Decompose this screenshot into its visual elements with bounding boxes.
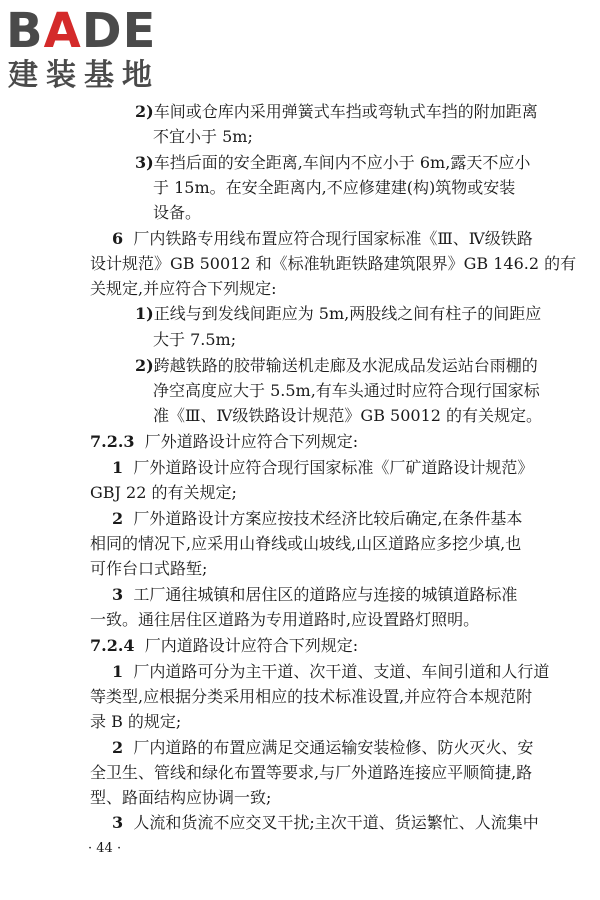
list-item: 3)车挡后面的安全距离,车间内不应小于 6m,露天不应小 [135, 153, 531, 172]
text-line: 准《Ⅲ、Ⅳ级铁路设计规范》GB 50012 的有关规定。 [153, 406, 543, 425]
text-line: 设备。 [153, 203, 202, 222]
text-line: 等类型,应根据分类采用相应的技术标准设置,并应符合本规范附 [90, 687, 533, 706]
list-item: 1)正线与到发线间距应为 5m,两股线之间有柱子的间距应 [135, 304, 542, 323]
text-line: 不宜小于 5m; [153, 127, 253, 146]
clause-item: 2 厂外道路设计方案应按技术经济比较后确定,在条件基本 [112, 509, 523, 528]
clause-item: 1 厂内道路可分为主干道、次干道、支道、车间引道和人行道 [112, 662, 550, 681]
clause-item: 6 厂内铁路专用线布置应符合现行国家标准《Ⅲ、Ⅳ级铁路 [112, 229, 533, 248]
clause-item: 1 厂外道路设计应符合现行国家标准《厂矿道路设计规范》 [112, 458, 534, 477]
text-line: 一致。通往居住区道路为专用道路时,应设置路灯照明。 [90, 610, 480, 629]
text-line: 相同的情况下,应采用山脊线或山坡线,山区道路应多挖少填,也 [90, 534, 522, 553]
text-line: 全卫生、管线和绿化布置等要求,与厂外道路连接应平顺简捷,路 [90, 763, 533, 782]
section-heading: 7.2.3 厂外道路设计应符合下列规定: [90, 432, 359, 451]
text-line: 型、路面结构应协调一致; [90, 788, 272, 807]
clause-item: 3 人流和货流不应交叉干扰;主次干道、货运繁忙、人流集中 [112, 813, 539, 832]
logo-wordmark: BADE [6, 3, 157, 59]
page-number: · 44 · [88, 841, 122, 856]
text-line: 关规定,并应符合下列规定: [90, 279, 277, 298]
list-item: 2)跨越铁路的胶带输送机走廊及水泥成品发运站台雨棚的 [135, 356, 538, 375]
text-line: GBJ 22 的有关规定; [90, 483, 237, 502]
text-line: 大于 7.5m; [153, 330, 237, 349]
clause-item: 2 厂内道路的布置应满足交通运输安装检修、防火灭火、安 [112, 738, 534, 757]
section-heading: 7.2.4 厂内道路设计应符合下列规定: [90, 636, 359, 655]
text-line: 可作台口式路堑; [90, 559, 208, 578]
text-line: 净空高度应大于 5.5m,有车头通过时应符合现行国家标 [153, 381, 540, 400]
list-item: 2)车间或仓库内采用弹簧式车挡或弯轨式车挡的附加距离 [135, 102, 538, 121]
text-line: 于 15m。在安全距离内,不应修建建(构)筑物或安装 [153, 178, 516, 197]
clause-item: 3 工厂通往城镇和居住区的道路应与连接的城镇道路标准 [112, 585, 518, 604]
text-line: 设计规范》GB 50012 和《标准轨距铁路建筑限界》GB 146.2 的有 [90, 254, 577, 273]
text-line: 录 B 的规定; [90, 712, 182, 731]
logo-subtitle: 建装基地 [8, 58, 160, 93]
